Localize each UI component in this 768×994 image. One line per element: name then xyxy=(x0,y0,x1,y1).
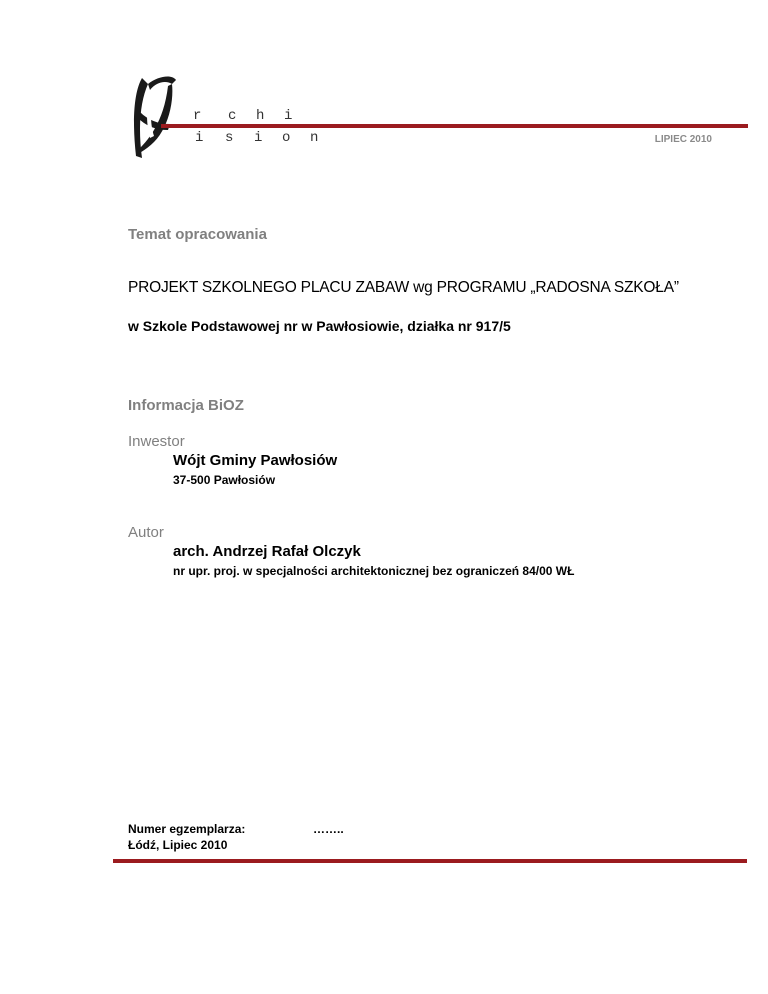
archivision-logo-icon xyxy=(128,72,180,164)
logo-letter: h xyxy=(256,108,265,124)
author-label: Autor xyxy=(128,524,164,541)
logo-letter: s xyxy=(225,130,234,146)
info-heading: Informacja BiOZ xyxy=(128,397,244,414)
logo-letter: i xyxy=(195,130,204,146)
investor-address: 37-500 Pawłosiów xyxy=(173,473,276,487)
author-credentials: nr upr. proj. w specjalności architektonicznej bez ograniczeń 84/00 WŁ xyxy=(173,564,575,578)
logo-letter: r xyxy=(193,108,202,124)
document-title: PROJEKT SZKOLNEGO PLACU ZABAW wg PROGRAMU „RADOSNA SZKOŁA” xyxy=(128,279,679,296)
logo-letter: o xyxy=(282,130,291,146)
investor-name: Wójt Gminy Pawłosiów xyxy=(173,452,338,469)
copy-number-label: Numer egzemplarza: xyxy=(128,822,246,836)
header-date: LIPIEC 2010 xyxy=(654,134,712,145)
logo-letter: i xyxy=(284,108,293,124)
investor-label: Inwestor xyxy=(128,433,185,450)
logo-letter: n xyxy=(310,130,319,146)
logo-letter: c xyxy=(228,108,237,124)
logo-letter: i xyxy=(254,130,263,146)
copy-number-value: …….. xyxy=(313,822,344,836)
author-name: arch. Andrzej Rafał Olczyk xyxy=(173,543,361,560)
footer-rule xyxy=(113,859,747,863)
header-rule xyxy=(161,124,748,128)
document-subtitle: w Szkole Podstawowej nr w Pawłosiowie, działka nr 917/5 xyxy=(128,318,511,334)
place-date: Łódź, Lipiec 2010 xyxy=(128,838,228,852)
topic-heading: Temat opracowania xyxy=(128,226,267,243)
